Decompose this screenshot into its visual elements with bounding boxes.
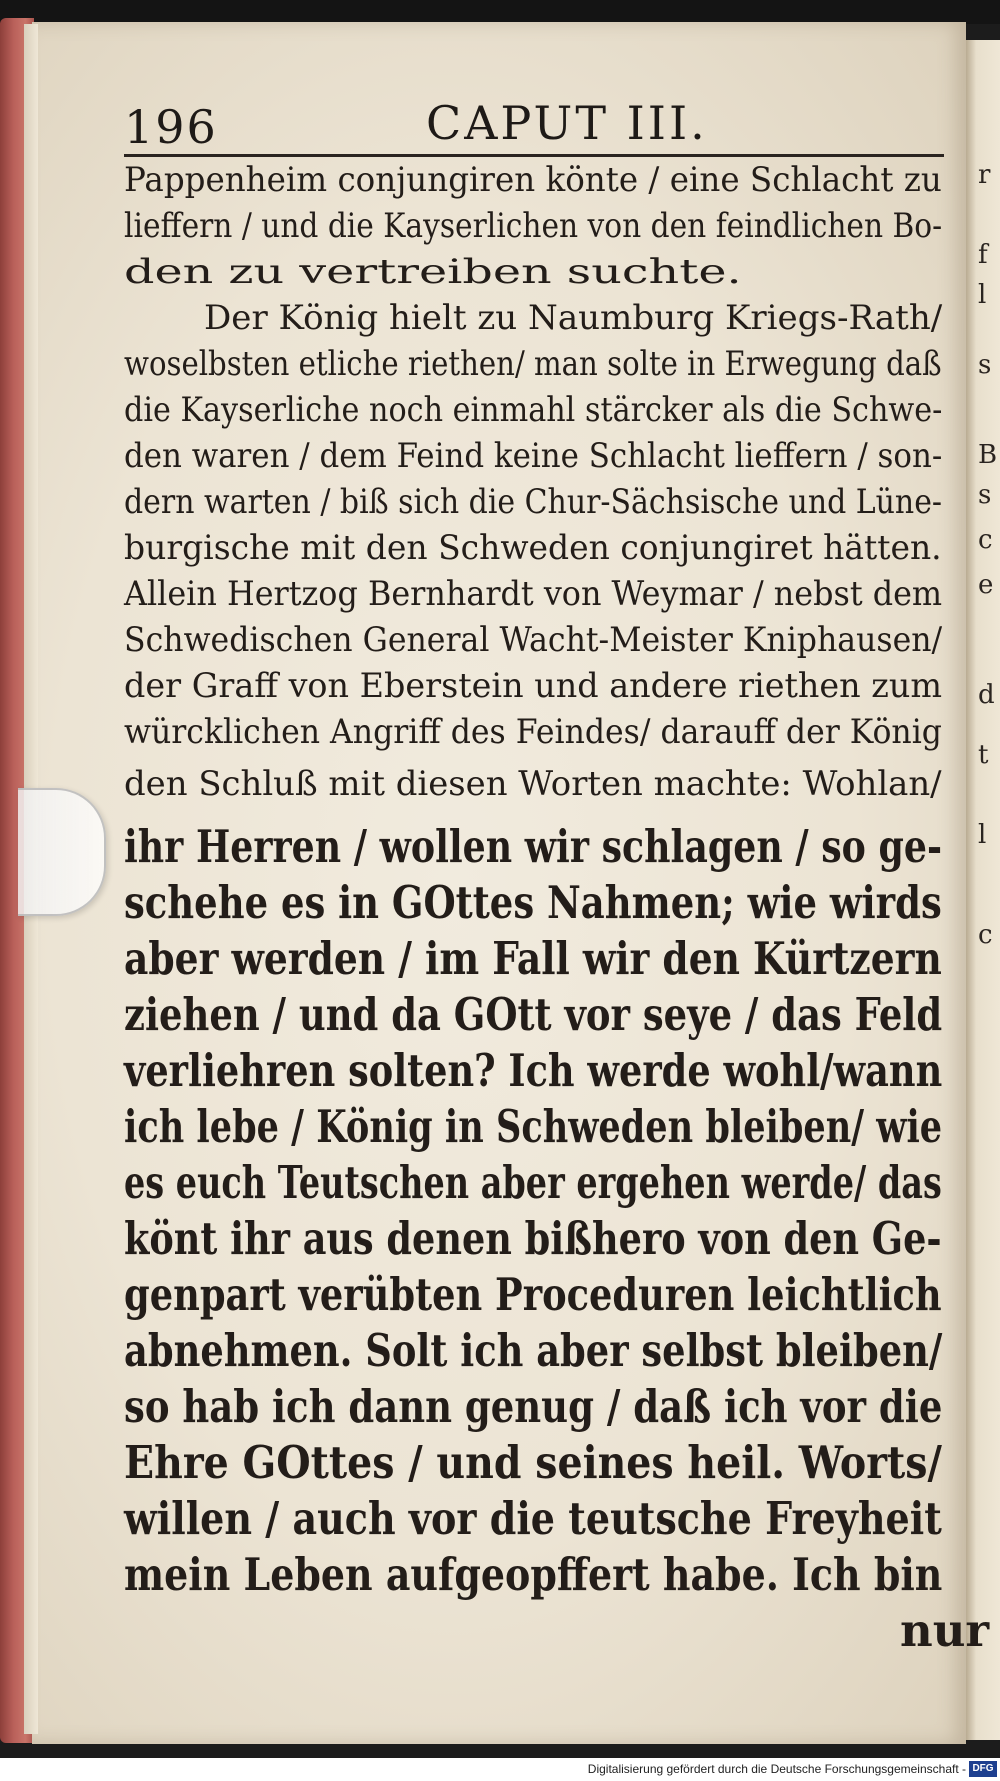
page-number: 196 [124,100,218,154]
next-page-fragment: l [978,280,987,310]
header-rule [124,154,944,157]
text-line: burgische mit den Schweden conjungiret hätten. [124,528,942,568]
next-page-sliver [966,40,1000,1740]
text-line: ziehen / und da GOtt vor seye / das Feld [124,988,943,1041]
dfg-logo: DFG [969,1761,997,1777]
credit-text: Digitalisierung gefördert durch die Deutsche Forschungsgemeinschaft - [587,1762,966,1776]
text-line: den zu vertreiben suchte. [124,252,742,292]
text-line: schehe es in GOttes Nahmen; wie wirds [124,876,942,929]
text-line: willen / auch vor die teutsche Freyheit [124,1492,942,1545]
next-page-fragment: r [978,160,991,190]
text-line: Allein Hertzog Bernhardt von Weymar / nebst dem [124,574,943,614]
catchword: nur [900,1604,990,1657]
text-line: verliehren solten? Ich werde wohl/wann [124,1044,943,1097]
text-line: es euch Teutschen aber ergehen werde/ das [124,1156,942,1209]
next-page-fragment: t [978,740,989,770]
text-line: würcklichen Angriff des Feindes/ darauff der König [124,712,942,752]
scan-top-border [0,0,1000,24]
text-line: genpart verübten Proceduren leichtlich [124,1268,942,1321]
next-page-fragment: e [978,570,994,600]
text-line: lieffern / und die Kayserlichen von den feindlichen Bo- [124,206,943,246]
text-line: den waren / dem Feind keine Schlacht lieffern / son- [124,436,943,476]
text-line: ich lebe / König in Schweden bleiben/ wie [124,1100,943,1153]
text-line: Schwedischen General Wacht-Meister Kniphausen/ [124,620,943,660]
text-line: Ehre GOttes / und seines heil. Worts/ [124,1436,942,1489]
text-line: ihr Herren / wollen wir schlagen / so ge- [124,820,943,873]
text-line: Der König hielt zu Naumburg Kriegs-Rath/ [204,298,943,338]
text-line: der Graff von Eberstein und andere riethen zum [124,666,943,706]
credit-bar [0,1758,1000,1781]
text-line: aber werden / im Fall wir den Kürtzern [124,932,942,985]
next-page-fragment: B [978,440,998,470]
text-line: mein Leben aufgeopffert habe. Ich bin [124,1548,943,1601]
running-head: CAPUT III. [426,96,708,150]
next-page-fragment: c [978,920,993,950]
scan-bottom-border [0,1744,1000,1758]
next-page-fragment: s [978,350,992,380]
next-page-fragment: f [978,240,988,270]
text-line: den Schluß mit diesen Worten machte: Wohlan/ [124,764,942,804]
next-page-fragment: l [978,820,987,850]
next-page-fragment: s [978,480,992,510]
next-page-fragment: c [978,525,993,555]
text-line: Pappenheim conjungiren könte / eine Schlacht zu [124,160,942,200]
text-line: könt ihr aus denen bißhero von den Ge- [124,1212,942,1265]
text-line: dern warten / biß sich die Chur-Sächsische und Lüne- [124,482,943,522]
text-line: abnehmen. Solt ich aber selbst bleiben/ [124,1324,943,1377]
paper-clip-tab [18,788,106,916]
text-line: die Kayserliche noch einmahl stärcker als die Schwe- [124,390,943,430]
next-page-fragment: d [978,680,995,710]
text-line: so hab ich dann genug / daß ich vor die [124,1380,943,1433]
text-line: woselbsten etliche riethen/ man solte in Erwegung daß [124,344,942,384]
